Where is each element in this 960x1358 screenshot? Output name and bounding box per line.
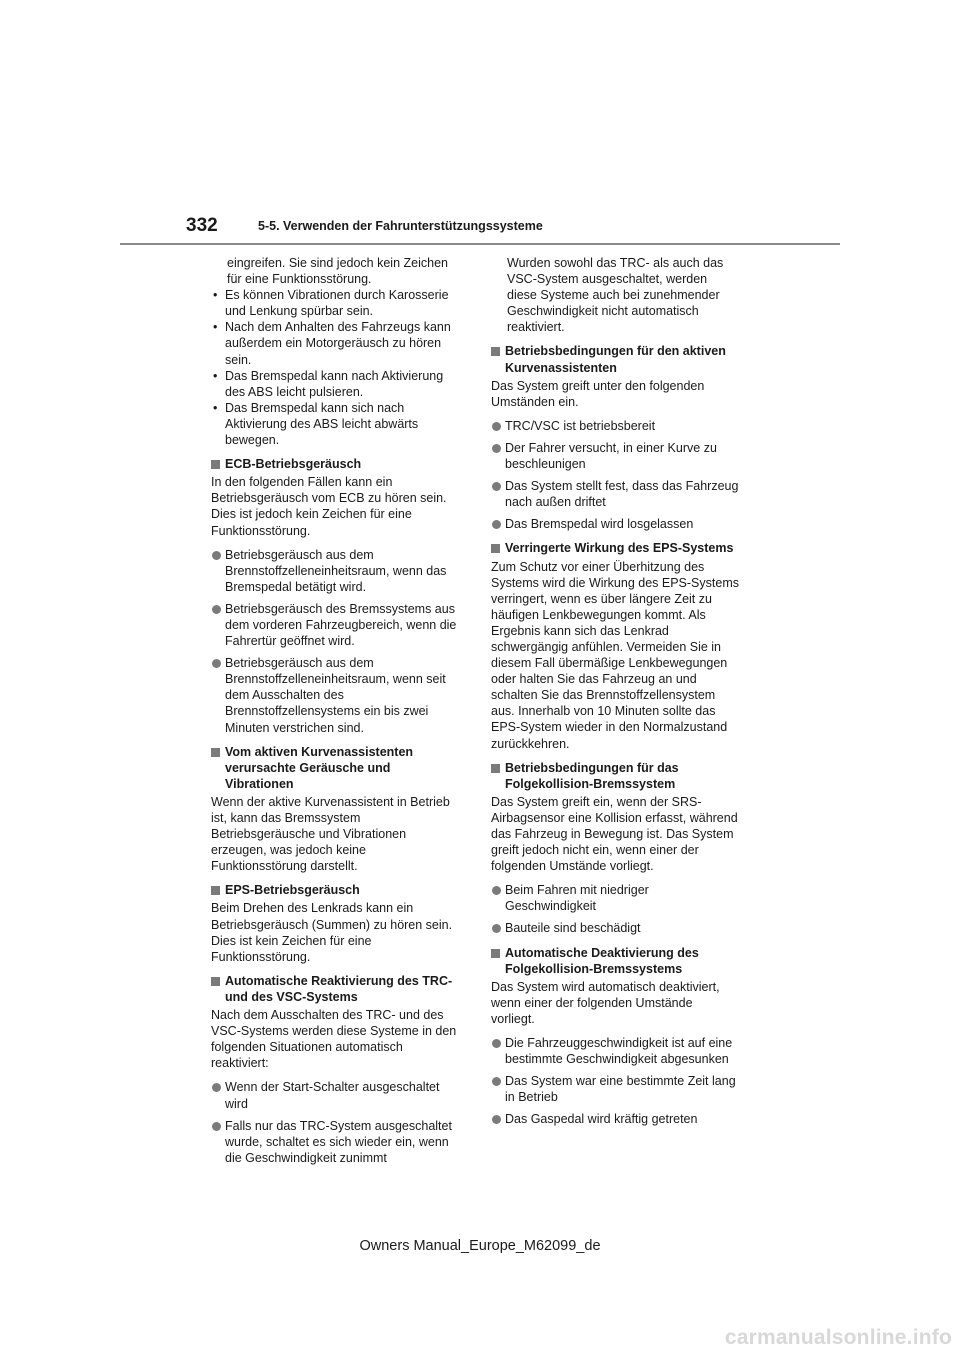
ecb-text: In den folgenden Fällen kann ein Betriebsgeräusch vom ECB zu hören sein. Dies ist jedoch kein Zeichen für eine Funktionsstörung.: [211, 475, 447, 538]
page-number: 332: [186, 215, 218, 236]
section-heading-folgekollision-bedingungen: Betriebsbedingungen für das Folgekollision-Bremssystem: [491, 760, 739, 792]
section-heading-reaktivierung: Automatische Reaktivierung des TRC- und des VSC-Systems: [211, 973, 459, 1005]
list-item: Die Fahrzeuggeschwindigkeit ist auf eine bestimmte Geschwindigkeit abgesunken: [491, 1035, 739, 1067]
list-item: Wenn der Start-Schalter ausgeschaltet wird: [211, 1079, 459, 1111]
circle-bullet-icon: [491, 516, 505, 532]
section-heading-eps: EPS-Betriebsgeräusch: [211, 882, 459, 898]
folgekollision-deaktivierung-text: Das System wird automatisch deaktiviert, wenn einer der folgenden Umstände vorliegt.: [491, 979, 720, 1026]
circle-bullet-icon: [491, 920, 505, 936]
square-bullet-icon: [491, 347, 500, 356]
eps-text: Beim Drehen des Lenkrads kann ein Betriebsgeräusch (Summen) zu hören sein. Dies ist kein Zeichen für eine Funktionsstörung.: [211, 901, 453, 964]
footer-text: Owners Manual_Europe_M62099_de: [359, 1238, 601, 1254]
circle-bullet-icon: [211, 547, 225, 563]
bullet-icon: •: [213, 288, 218, 303]
list-item: • Es können Vibrationen durch Karosserie und Lenkung spürbar sein.: [213, 288, 449, 319]
circle-bullet-icon: [211, 601, 225, 617]
right-intro-text: Wurden sowohl das TRC- als auch das VSC-System ausgeschaltet, werden diese Systeme auch bei zunehmender Geschwindigkeit nicht automatisch reaktiviert.: [507, 256, 724, 335]
circle-bullet-icon: [491, 1111, 505, 1127]
section-heading-folgekollision-deaktivierung: Automatische Deaktivierung des Folgekollision-Bremssystems: [491, 945, 739, 977]
circle-bullet-icon: [491, 882, 505, 898]
square-bullet-icon: [211, 460, 220, 469]
square-bullet-icon: [211, 977, 220, 986]
left-column: [211, 255, 459, 1172]
watermark: carmanualsonline.info: [724, 1326, 952, 1349]
square-bullet-icon: [491, 949, 500, 958]
circle-bullet-icon: [491, 440, 505, 456]
square-bullet-icon: [211, 748, 220, 757]
square-bullet-icon: [211, 886, 220, 895]
list-item: Das System war eine bestimmte Zeit lang in Betrieb: [491, 1073, 739, 1105]
reaktivierung-text: Nach dem Ausschalten des TRC- und des VSC-Systems werden diese Systeme in den folgenden Situationen automatisch reaktiviert:: [211, 1008, 457, 1071]
circle-bullet-icon: [491, 1073, 505, 1089]
list-item: Betriebsgeräusch des Bremssystems aus dem vorderen Fahrzeugbereich, wenn die Fahrertür geöffnet wird.: [211, 601, 459, 649]
section-heading-eps-wirkung: Verringerte Wirkung des EPS-Systems: [491, 540, 739, 556]
list-item: Das System stellt fest, dass das Fahrzeug nach außen driftet: [491, 478, 739, 510]
square-bullet-icon: [491, 544, 500, 553]
list-item: Bauteile sind beschädigt: [491, 920, 739, 936]
circle-bullet-icon: [211, 655, 225, 671]
list-item: Betriebsgeräusch aus dem Brennstoffzelleneinheitsraum, wenn das Bremspedal betätigt wird.: [211, 547, 459, 595]
intro-bullet-list: [211, 287, 459, 448]
kurven-geraeusche-text: Wenn der aktive Kurvenassistent in Betrieb ist, kann das Bremssystem Betriebsgeräusche und Vibrationen erzeugen, was jedoch keine Funktionsstörung darstellt.: [211, 794, 450, 874]
list-item: • Das Bremspedal kann sich nach Aktivierung des ABS leicht abwärts bewegen.: [213, 400, 419, 448]
header-divider: [120, 243, 840, 245]
section-heading-ecb: ECB-Betriebsgeräusch: [211, 456, 459, 472]
bullet-icon: •: [213, 320, 218, 335]
kurven-bedingungen-text: Das System greift unter den folgenden Umständen ein.: [491, 378, 705, 409]
list-item: Beim Fahren mit niedriger Geschwindigkeit: [491, 882, 739, 914]
section-heading-kurven-geraeusche: Vom aktiven Kurvenassistenten verursachte Geräusche und Vibrationen: [211, 744, 459, 792]
circle-bullet-icon: [211, 1079, 225, 1095]
list-item: Falls nur das TRC-System ausgeschaltet wurde, schaltet es sich wieder ein, wenn die Geschwindigkeit zunimmt: [211, 1118, 459, 1166]
bullet-icon: •: [213, 400, 218, 415]
list-item: Das Gaspedal wird kräftig getreten: [491, 1111, 739, 1127]
folgekollision-bedingungen-text: Das System greift ein, wenn der SRS-Airbagsensor eine Kollision erfasst, während das Fahrzeug in Bewegung ist. Das System greift jedoch nicht ein, wenn einer der folgenden Umstände vorliegt.: [491, 794, 738, 874]
list-item: Der Fahrer versucht, in einer Kurve zu beschleunigen: [491, 440, 739, 472]
section-heading-kurven-bedingungen: Betriebsbedingungen für den aktiven Kurvenassistenten: [491, 343, 739, 375]
eps-wirkung-text: Zum Schutz vor einer Überhitzung des Systems wird die Wirkung des EPS-Systems verringert, wenn es über längere Zeit zu häufigen Lenkbewegungen kommt. Als Ergebnis kann sich das Lenkrad schwergängig anfühlen. Vermeiden Sie in diesem Fall übermäßige Lenkbewegungen oder halten Sie das Fahrzeug an und schalten Sie das Brennstoffzellensystem aus. Innerhalb von 10 Minuten sollte das EPS-System wieder in den Normalzustand zurückkehren.: [491, 559, 739, 751]
intro-text: eingreifen. Sie sind jedoch kein Zeichen für eine Funktionsstörung.: [227, 256, 448, 287]
list-item: TRC/VSC ist betriebsbereit: [491, 418, 739, 434]
section-title: 5-5. Verwenden der Fahrunterstützungssysteme: [258, 219, 543, 233]
circle-bullet-icon: [491, 478, 505, 494]
list-item: Betriebsgeräusch aus dem Brennstoffzelleneinheitsraum, wenn seit dem Ausschalten des Brennstoffzellensystems ein bis zwei Minuten verstrichen sind.: [211, 655, 459, 735]
list-item: Das Bremspedal wird losgelassen: [491, 516, 739, 532]
circle-bullet-icon: [491, 418, 505, 434]
square-bullet-icon: [491, 764, 500, 773]
bullet-icon: •: [213, 368, 218, 383]
circle-bullet-icon: [491, 1035, 505, 1051]
circle-bullet-icon: [211, 1118, 225, 1134]
list-item: • Das Bremspedal kann nach Aktivierung des ABS leicht pulsieren.: [213, 368, 444, 399]
right-column: [491, 255, 739, 1134]
list-item: • Nach dem Anhalten des Fahrzeugs kann außerdem ein Motorgeräusch zu hören sein.: [213, 320, 451, 367]
